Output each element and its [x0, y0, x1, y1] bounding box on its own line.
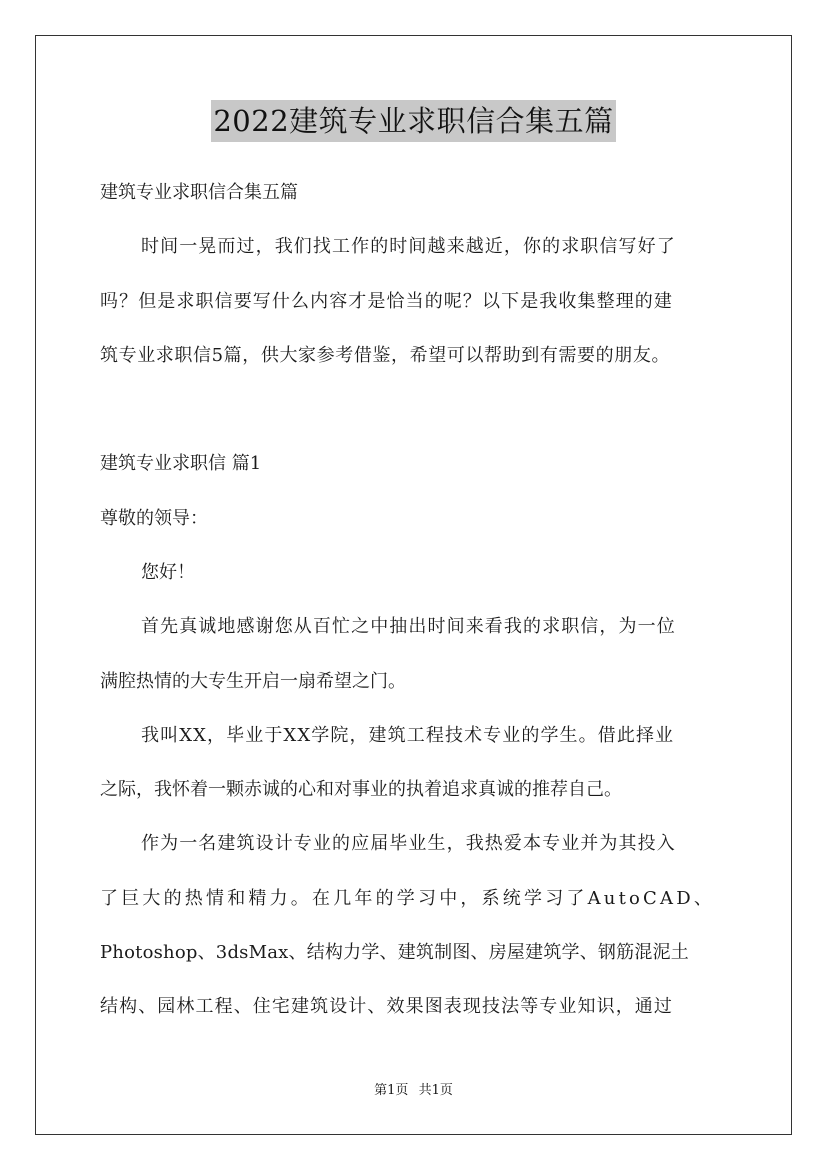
document-subtitle: 建筑专业求职信合集五篇 — [100, 182, 298, 203]
greeting: 您好！ — [141, 562, 195, 583]
paragraph3-line-4: 结构、园林工程、住宅建筑设计、效果图表现技法等专业知识，通过 — [100, 996, 673, 1017]
document-title-text: 2022建筑专业求职信合集五篇 — [211, 100, 615, 142]
intro-line-1: 时间一晃而过，我们找工作的时间越来越近，你的求职信写好了 — [141, 236, 676, 257]
paragraph1-line-2: 满腔热情的大专生开启一扇希望之门。 — [100, 671, 406, 692]
paragraph2-line-1: 我叫XX，毕业于XX学院，建筑工程技术专业的学生。借此择业 — [141, 725, 675, 746]
paragraph2-line-2: 之际，我怀着一颗赤诚的心和对事业的执着追求真诚的推荐自己。 — [100, 779, 622, 800]
paragraph1-line-1: 首先真诚地感谢您从百忙之中抽出时间来看我的求职信，为一位 — [141, 616, 676, 637]
intro-line-2: 吗？但是求职信要写什么内容才是恰当的呢？以下是我收集整理的建 — [100, 291, 673, 312]
page-number-total: 共1页 — [418, 1083, 453, 1098]
intro-line-3: 筑专业求职信5篇，供大家参考借鉴，希望可以帮助到有需要的朋友。 — [100, 345, 671, 366]
salutation: 尊敬的领导： — [100, 508, 208, 529]
paragraph3-line-3: Photoshop、3dsMax、结构力学、建筑制图、房屋建筑学、钢筋混泥土 — [100, 942, 689, 963]
page-number-current: 第1页 — [374, 1083, 409, 1098]
page-footer — [0, 1081, 827, 1101]
paragraph3-line-1: 作为一名建筑设计专业的应届毕业生，我热爱本专业并为其投入 — [141, 833, 676, 854]
paragraph3-line-2: 了巨大的热情和精力。在几年的学习中，系统学习了AutoCAD、 — [100, 888, 716, 909]
document-title — [0, 100, 827, 142]
section-heading: 建筑专业求职信 篇1 — [100, 453, 262, 474]
